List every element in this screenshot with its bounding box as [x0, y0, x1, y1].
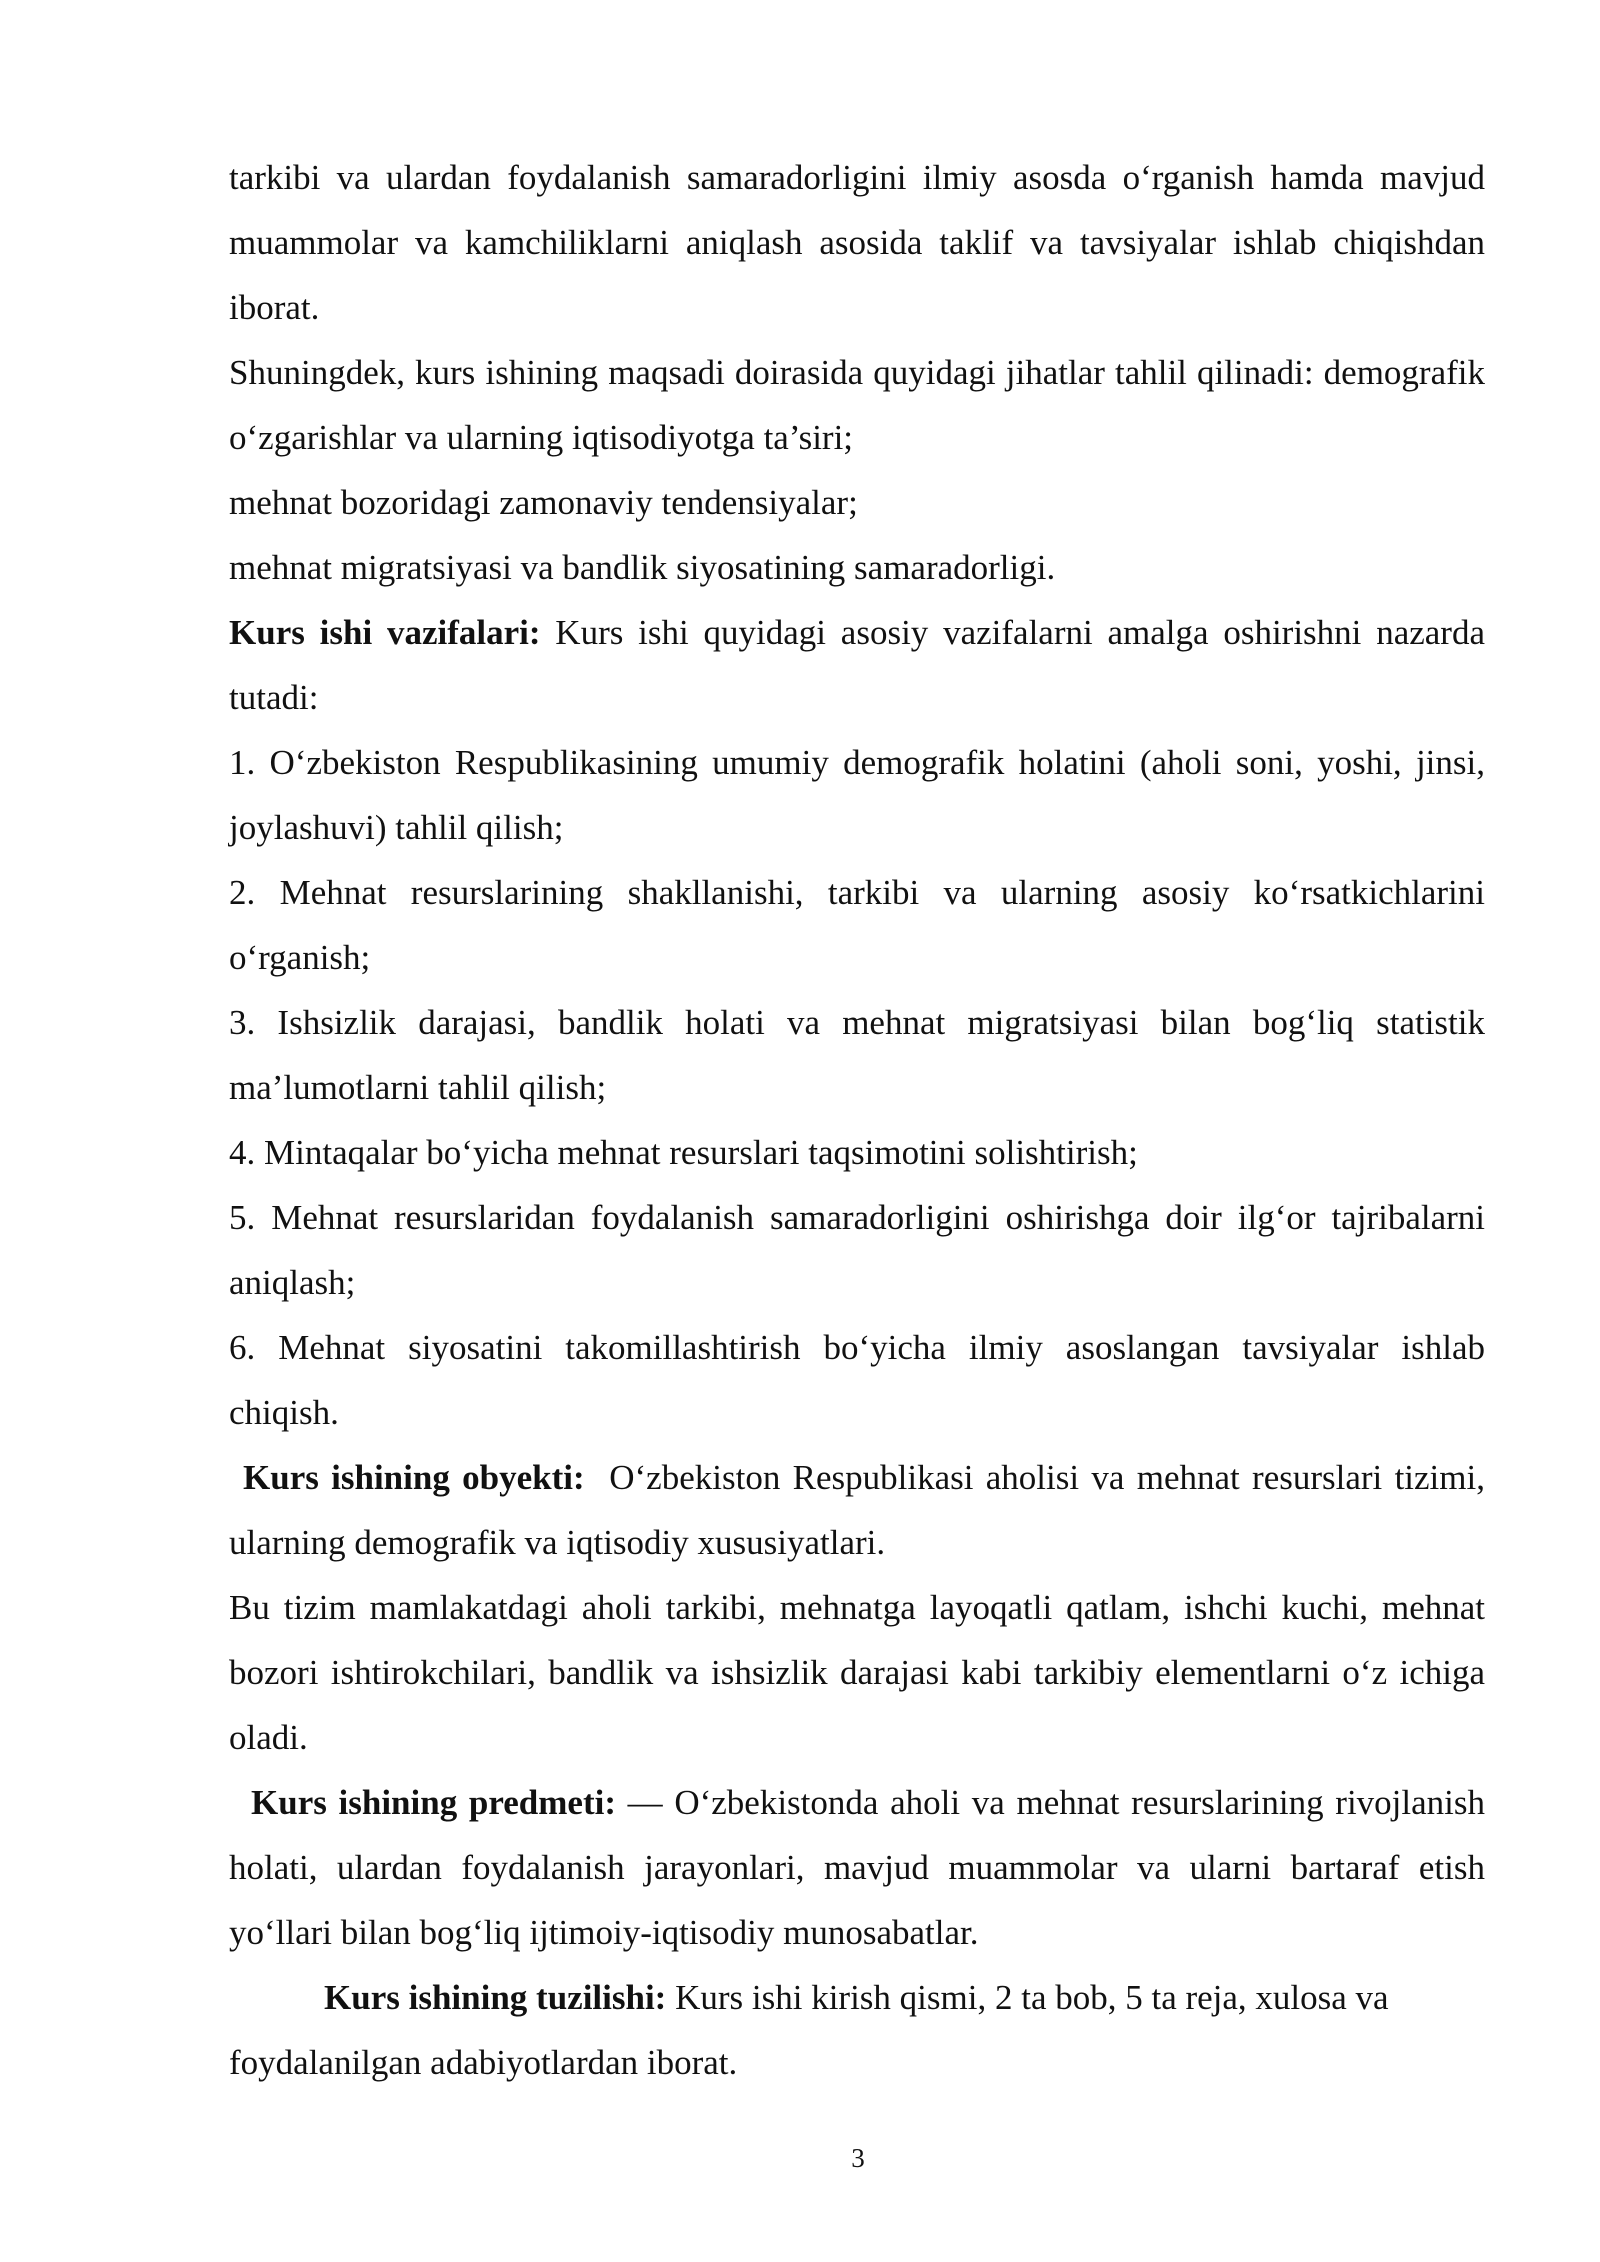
paragraph-purpose-continuation: [229, 145, 1485, 340]
paragraph-text: Shuningdek, kurs ishining maqsadi doirasida quyidagi jihatlar tahlil qilinadi: demografik o‘zgarishlar va ularning iqtisodiyotga ta’siri;: [229, 353, 1485, 457]
paragraph-text: 3. Ishsizlik darajasi, bandlik holati va mehnat migratsiyasi bilan bog‘liq statistik ma’lumotlarni tahlil qilish;: [229, 1003, 1485, 1107]
page-number: 3: [851, 2143, 865, 2173]
paragraph-text: Bu tizim mamlakatdagi aholi tarkibi, mehnatga layoqatli qatlam, ishchi kuchi, mehnat bozori ishtirokchilari, bandlik va ishsizlik darajasi kabi tarkibiy elementlarni o‘z ichiga oladi.: [229, 1588, 1485, 1757]
paragraph-aspect-labor-market: [229, 470, 1485, 535]
paragraph-aspect-migration: [229, 535, 1485, 600]
paragraph-text: 5. Mehnat resurslaridan foydalanish samaradorligini oshirishga doir ilg‘or tajribalarni aniqlash;: [229, 1198, 1485, 1302]
paragraph-tasks-heading: [229, 600, 1485, 730]
paragraph-object: [229, 1445, 1494, 1575]
paragraph-subject: [229, 1770, 1485, 1965]
document-body: [229, 145, 1494, 2095]
paragraph-text: mehnat bozoridagi zamonaviy tendensiyalar;: [229, 483, 858, 522]
paragraph-text: Kurs ishi quyidagi asosiy vazifalarni amalga oshirishni nazarda tutadi:: [229, 613, 1485, 717]
paragraph-analysis-aspects: [229, 340, 1485, 470]
paragraph-text: 1. O‘zbekiston Respublikasining umumiy demografik holatini (aholi soni, yoshi, jinsi, joylashuvi) tahlil qilish;: [229, 743, 1485, 847]
section-label-structure: Kurs ishining tuzilishi:: [324, 1978, 667, 2017]
paragraph-text: O‘zbekiston Respublikasi aholisi va mehnat resurslari tizimi, ularning demografik va iqtisodiy xususiyatlari.: [229, 1458, 1494, 1562]
paragraph-structure: [229, 1965, 1485, 2095]
paragraph-text: mehnat migratsiyasi va bandlik siyosatining samaradorligi.: [229, 548, 1056, 587]
list-item-task-3: [229, 990, 1485, 1120]
section-label-tasks: Kurs ishi vazifalari:: [229, 613, 541, 652]
paragraph-text: — O‘zbekistonda aholi va mehnat resurslarining rivojlanish holati, ulardan foydalanish jarayonlari, mavjud muammolar va ularni bartaraf etish yo‘llari bilan bog‘liq ijtimoiy-iqtisodiy munosabatlar.: [229, 1783, 1485, 1952]
list-item-task-5: [229, 1185, 1485, 1315]
paragraph-text: Kurs ishi kirish qismi, 2 ta bob, 5 ta reja, xulosa va foydalanilgan adabiyotlardan iborat.: [229, 1978, 1389, 2082]
list-item-task-1: [229, 730, 1485, 860]
paragraph-system-description: [229, 1575, 1485, 1770]
list-item-task-2: [229, 860, 1485, 990]
paragraph-text: tarkibi va ulardan foydalanish samaradorligini ilmiy asosda o‘rganish hamda mavjud muammolar va kamchiliklarni aniqlash asosida taklif va tavsiyalar ishlab chiqishdan iborat.: [229, 158, 1485, 327]
list-item-task-6: [229, 1315, 1485, 1445]
paragraph-text: 6. Mehnat siyosatini takomillashtirish bo‘yicha ilmiy asoslangan tavsiyalar ishlab chiqish.: [229, 1328, 1485, 1432]
paragraph-text: 2. Mehnat resurslarining shakllanishi, tarkibi va ularning asosiy ko‘rsatkichlarini o‘rganish;: [229, 873, 1485, 977]
list-item-task-4: [229, 1120, 1485, 1185]
paragraph-text: 4. Mintaqalar bo‘yicha mehnat resurslari taqsimotini solishtirish;: [229, 1133, 1138, 1172]
section-label-object: Kurs ishining obyekti:: [243, 1458, 585, 1497]
section-label-subject: Kurs ishining predmeti:: [251, 1783, 616, 1822]
